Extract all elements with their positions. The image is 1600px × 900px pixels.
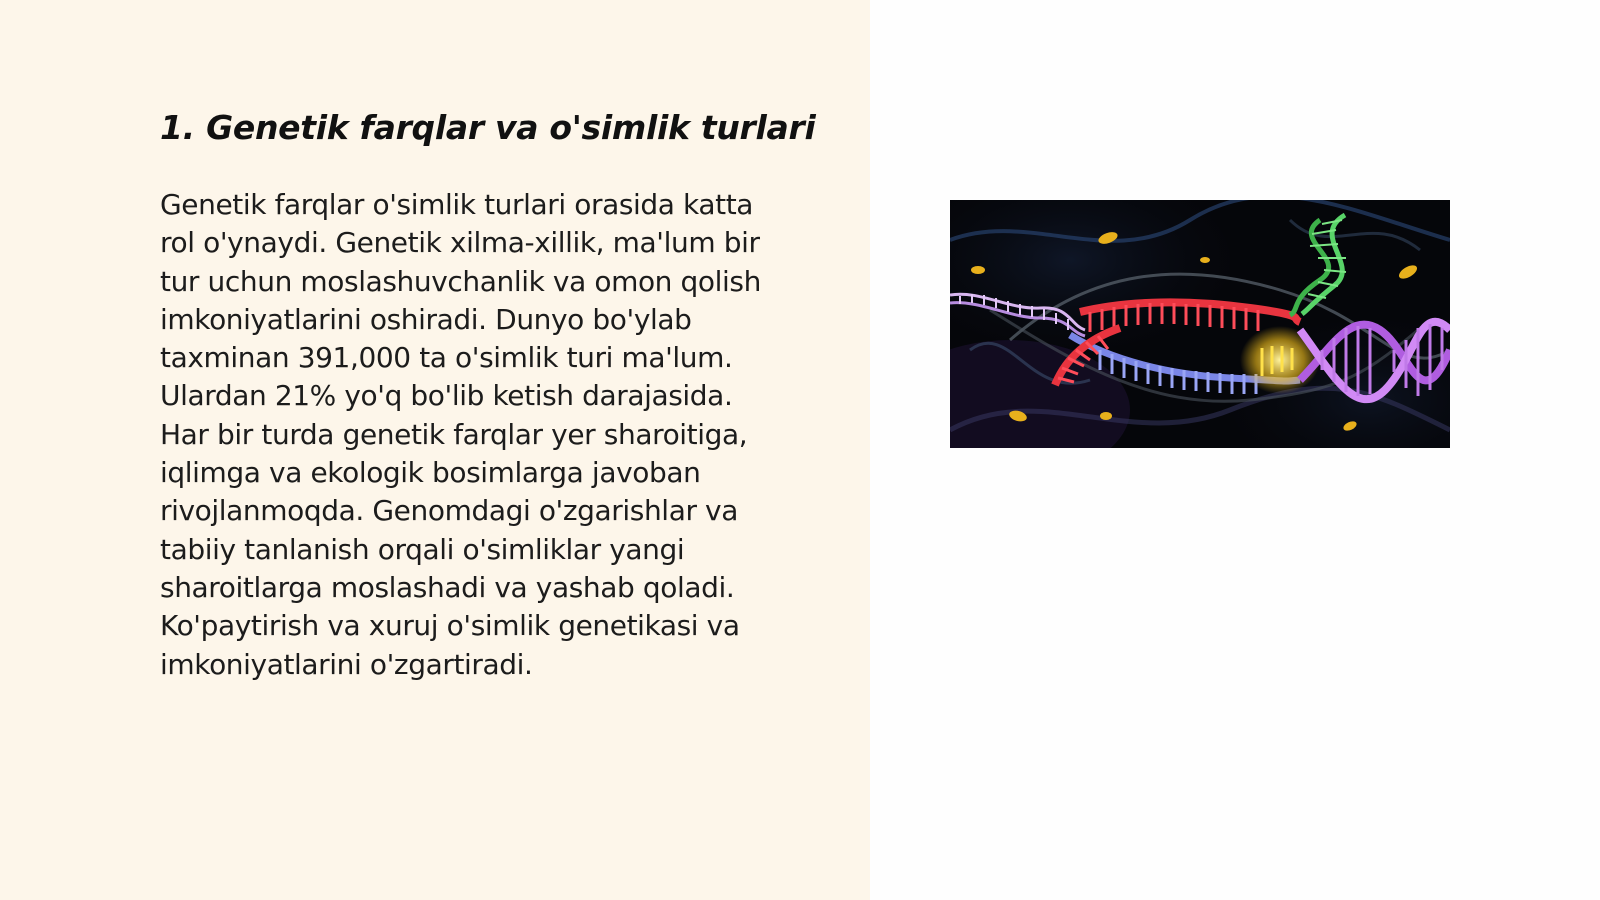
dna-helix-illustration-icon	[950, 200, 1450, 448]
slide-title: 1. Genetik farqlar va o'simlik turlari	[160, 108, 816, 147]
body-line: tur uchun moslashuvchanlik va omon qolish	[160, 264, 761, 298]
body-line: taxminan 391,000 ta o'simlik turi ma'lum.	[160, 341, 733, 375]
body-line: Genetik farqlar o'simlik turlari orasida katta	[160, 188, 754, 221]
slide-body-text	[160, 186, 860, 684]
body-line: Ulardan 21% yo'q bo'lib ketish darajasida.	[160, 379, 733, 413]
body-line: iqlimga va ekologik bosimlarga javoban	[160, 456, 701, 490]
body-line: Har bir turda genetik farqlar yer sharoitiga,	[160, 417, 748, 451]
body-line: Ko'paytirish va xuruj o'simlik genetikasi va	[160, 609, 740, 643]
body-line: tabiiy tanlanish orqali o'simliklar yangi	[160, 532, 685, 566]
body-line: imkoniyatlarini oshiradi. Dunyo bo'ylab	[160, 302, 692, 336]
body-line: rol o'ynaydi. Genetik xilma-xillik, ma'lum bir	[160, 226, 760, 260]
body-line: rivojlanmoqda. Genomdagi o'zgarishlar va	[160, 494, 738, 528]
body-line: sharoitlarga moslashadi va yashab qoladi.	[160, 570, 735, 604]
body-line: imkoniyatlarini o'zgartiradi.	[160, 647, 533, 681]
